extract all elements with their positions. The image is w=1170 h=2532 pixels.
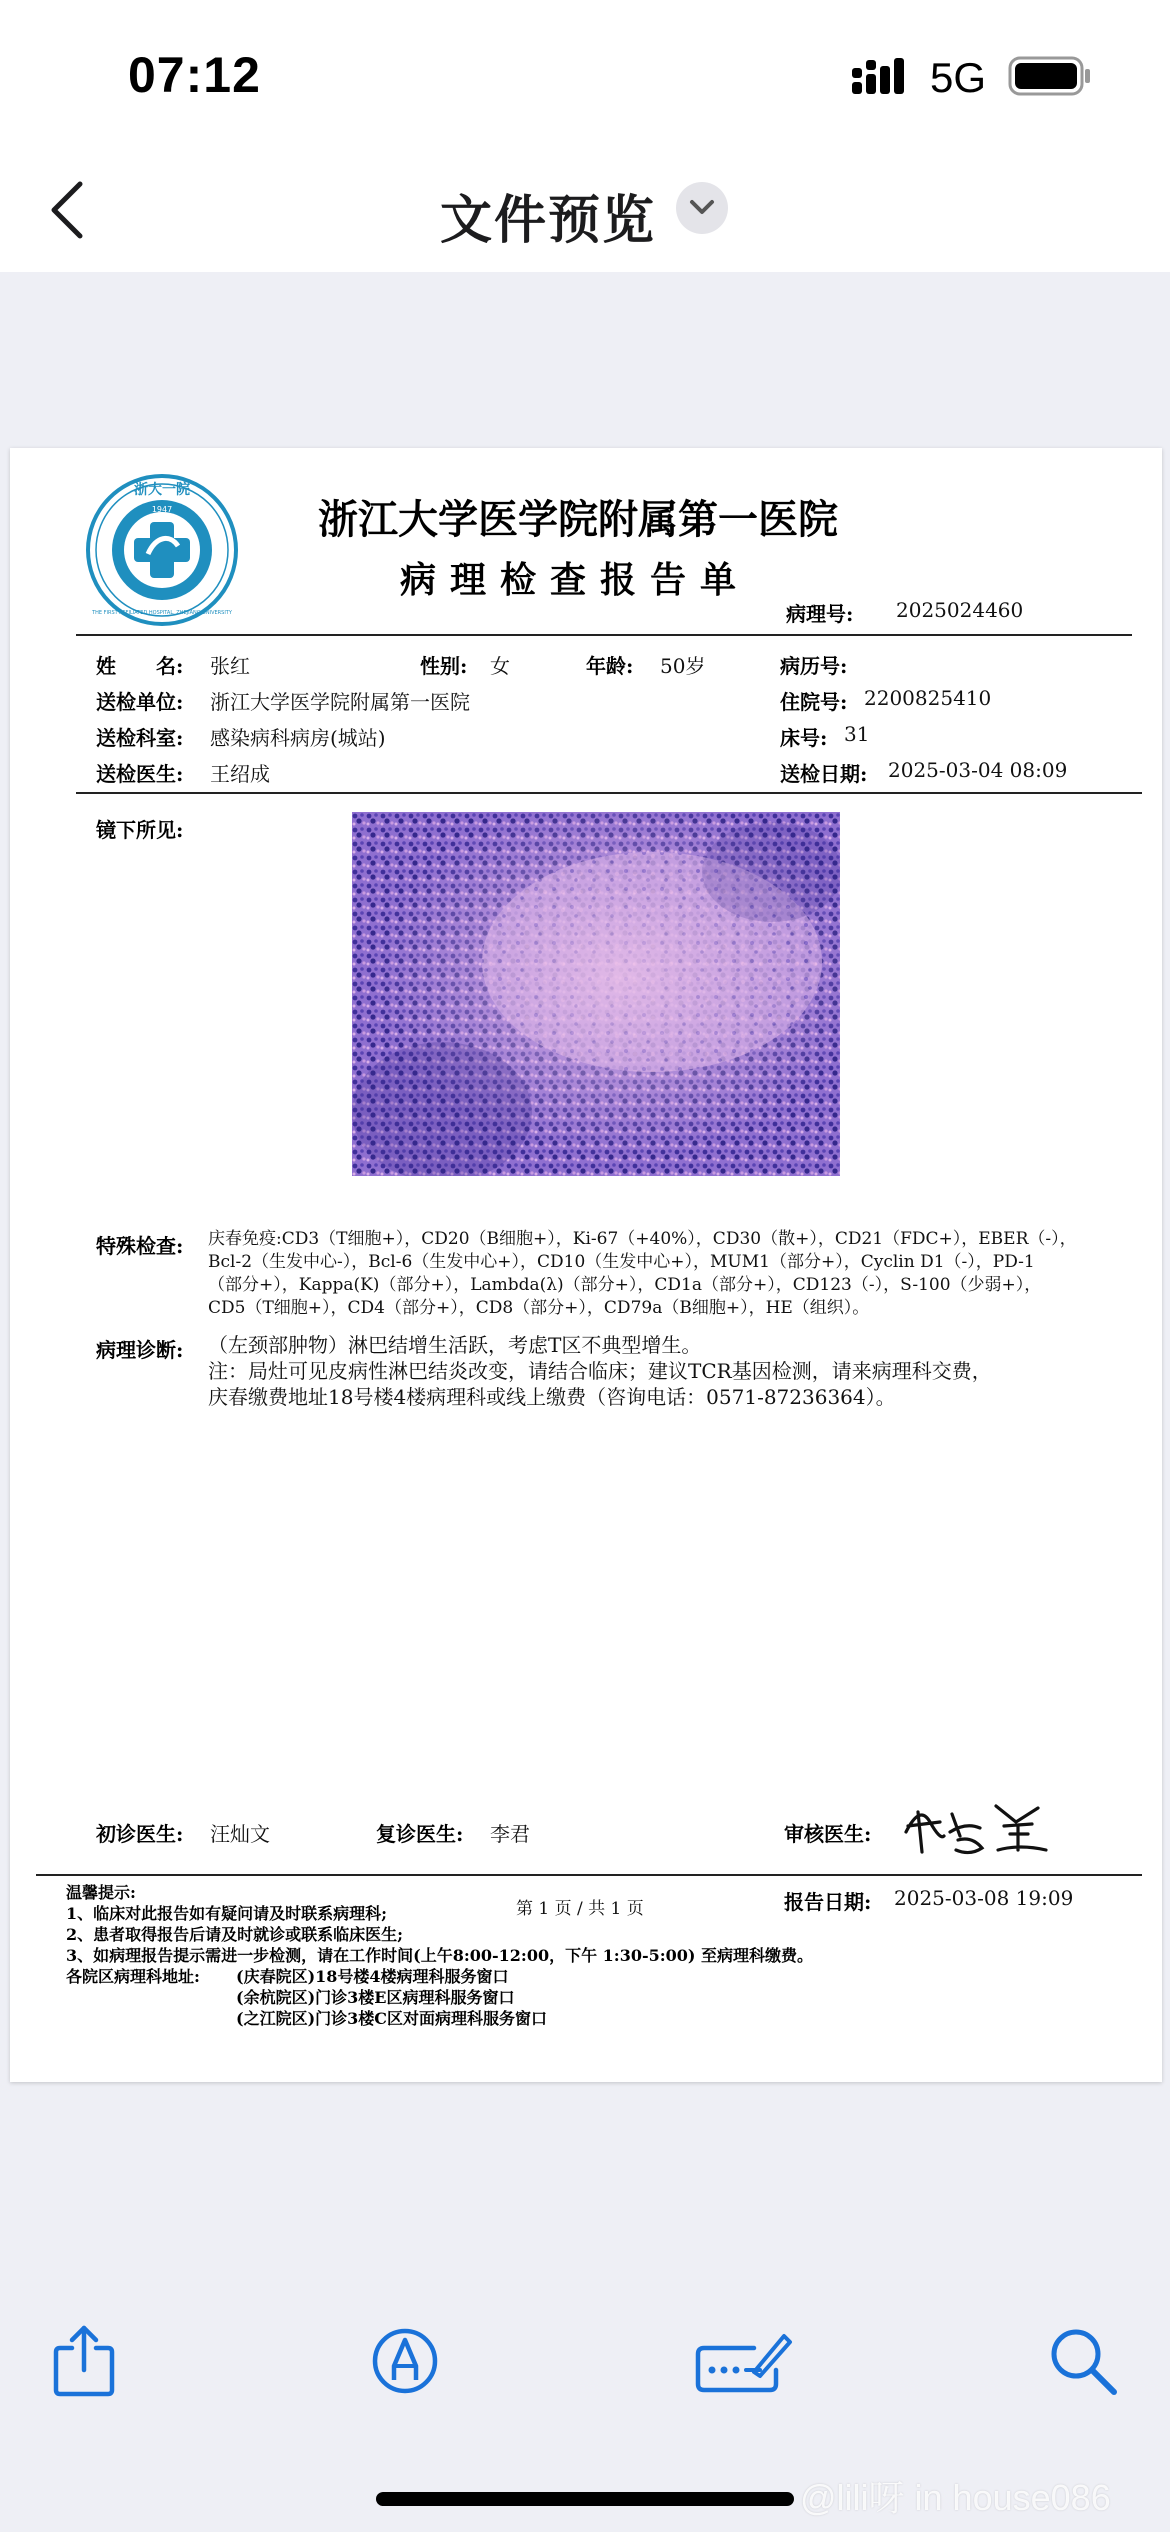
hospital-name: 浙江大学医学院附属第一医院 <box>318 496 838 543</box>
special-label: 特殊检查: <box>96 1234 184 1258</box>
diagnosis-line: 注：局灶可见皮病性淋巴结炎改变，请结合临床；建议TCR基因检测，请来病理科交费， <box>208 1359 992 1383</box>
address-item: (余杭院区)门诊3楼E区病理科服务窗口 <box>236 1988 515 2007</box>
home-indicator[interactable] <box>376 2492 794 2506</box>
diagnosis-line: 庆春缴费地址18号楼4楼病理科或线上缴费（咨询电话：0571-87236364）。 <box>208 1385 896 1409</box>
bed-no: 31 <box>844 722 870 746</box>
bed-label: 床号: <box>780 726 828 750</box>
tip-item: 2、患者取得报告后请及时就诊或联系临床医生; <box>66 1925 404 1944</box>
inpatient-no: 2200825410 <box>864 686 992 710</box>
watermark: @lili呀 in house086 <box>800 2477 1111 2518</box>
back-button[interactable] <box>40 174 100 244</box>
report-date-label: 报告日期: <box>784 1890 872 1914</box>
search-icon <box>1048 2326 1120 2398</box>
micro-label: 镜下所见: <box>96 818 184 842</box>
submit-unit: 浙江大学医学院附属第一医院 <box>210 690 470 714</box>
first-doctor: 汪灿文 <box>210 1822 270 1846</box>
diagnosis-label: 病理诊断: <box>96 1338 184 1362</box>
markup-button[interactable] <box>370 2326 440 2396</box>
dept-label: 送检科室: <box>96 726 184 750</box>
logo-ring-text: THE FIRST AFFILIATED HOSPITAL, ZHEJIANG UNIVERSITY <box>92 610 232 616</box>
unit-label: 送检单位: <box>96 690 184 714</box>
page-count: 第 1 页 / 共 1 页 <box>516 1899 644 1919</box>
submit-doctor: 王绍成 <box>210 762 270 786</box>
battery-icon <box>1008 56 1092 96</box>
special-line: （部分+），Kappa(K)（部分+），Lambda(λ)（部分+），CD1a（部分+），CD123（-），S-100（少弱+）， <box>208 1275 1042 1295</box>
record-no-label: 病历号: <box>780 654 848 678</box>
patient-gender: 女 <box>490 654 510 678</box>
microscopy-image <box>352 812 840 1176</box>
document-page[interactable] <box>10 448 1162 2082</box>
logo-year: 1947 <box>151 505 173 514</box>
status-time: 07:12 <box>128 47 261 103</box>
signature-button[interactable] <box>694 2326 794 2396</box>
chevron-left-icon <box>40 174 100 244</box>
signature-icon <box>694 2326 794 2396</box>
tip-item: 3、如病理报告提示需进一步检测，请在工作时间(上午8:00-12:00，下午 1:30-5:00) 至病理科缴费。 <box>66 1946 814 1965</box>
tip-item: 1、临床对此报告如有疑问请及时联系病理科; <box>66 1904 388 1923</box>
footer-divider <box>36 1874 1142 1876</box>
review-doctor: 李君 <box>490 1822 530 1846</box>
page-title: 文件预览 <box>440 191 657 251</box>
address-item: (之江院区)门诊3楼C区对面病理科服务窗口 <box>236 2009 548 2028</box>
age-label: 年龄: <box>586 654 634 678</box>
address-item: (庆春院区)18号楼4楼病理科服务窗口 <box>236 1967 509 1986</box>
special-line: CD5（T细胞+），CD4（部分+），CD8（部分+），CD79a（B细胞+），HE（组织）。 <box>208 1298 870 1318</box>
submit-dept: 感染病科病房(城站) <box>210 726 386 750</box>
gender-label: 性别: <box>420 654 468 678</box>
tips-title: 温馨提示: <box>66 1883 136 1902</box>
logo-top-text: 浙大一院 <box>134 482 190 498</box>
header-divider <box>76 634 1132 636</box>
patient-age: 50岁 <box>660 654 706 678</box>
pathology-no: 2025024460 <box>896 598 1024 622</box>
special-line: 庆春免疫:CD3（T细胞+），CD20（B细胞+），Ki-67（+40%），CD30（散+），CD21（FDC+），EBER（-）， <box>208 1229 1077 1249</box>
submit-date: 2025-03-04 08:09 <box>888 758 1068 782</box>
special-line: Bcl-2（生发中心-），Bcl-6（生发中心+），CD10（生发中心+），MUM1（部分+），Cyclin D1（-），PD-1 <box>208 1252 1035 1272</box>
doctor-label: 送检医生: <box>96 762 184 786</box>
submit-date-label: 送检日期: <box>780 762 868 786</box>
share-button[interactable] <box>48 2322 120 2398</box>
name-label: 姓 名: <box>96 654 184 678</box>
pathology-no-label: 病理号: <box>786 602 854 626</box>
nav-bar <box>0 150 1170 272</box>
signal-strength-icon <box>852 58 916 98</box>
inpatient-label: 住院号: <box>780 690 848 714</box>
audit-doctor-label: 审核医生: <box>784 1822 872 1846</box>
diagnosis-text <box>208 1332 1138 1410</box>
special-text <box>208 1228 1138 1320</box>
report-title: 病理检查报告单 <box>400 559 751 601</box>
info-divider <box>76 792 1142 794</box>
review-doctor-label: 复诊医生: <box>376 1822 464 1846</box>
search-button[interactable] <box>1048 2326 1120 2398</box>
address-label: 各院区病理科地址: <box>66 1967 200 1986</box>
network-type: 5G <box>930 54 987 101</box>
share-icon <box>48 2322 120 2398</box>
chevron-down-icon <box>688 196 716 220</box>
diagnosis-line: （左颈部肿物）淋巴结增生活跃，考虑T区不典型增生。 <box>208 1333 702 1357</box>
patient-name: 张红 <box>210 654 250 678</box>
hospital-logo <box>84 472 240 628</box>
title-menu-button[interactable] <box>676 182 728 234</box>
markup-pen-icon <box>370 2326 440 2396</box>
first-doctor-label: 初诊医生: <box>96 1822 184 1846</box>
audit-signature <box>900 1792 1050 1864</box>
report-date: 2025-03-08 19:09 <box>894 1886 1074 1910</box>
status-bar <box>0 0 1170 150</box>
